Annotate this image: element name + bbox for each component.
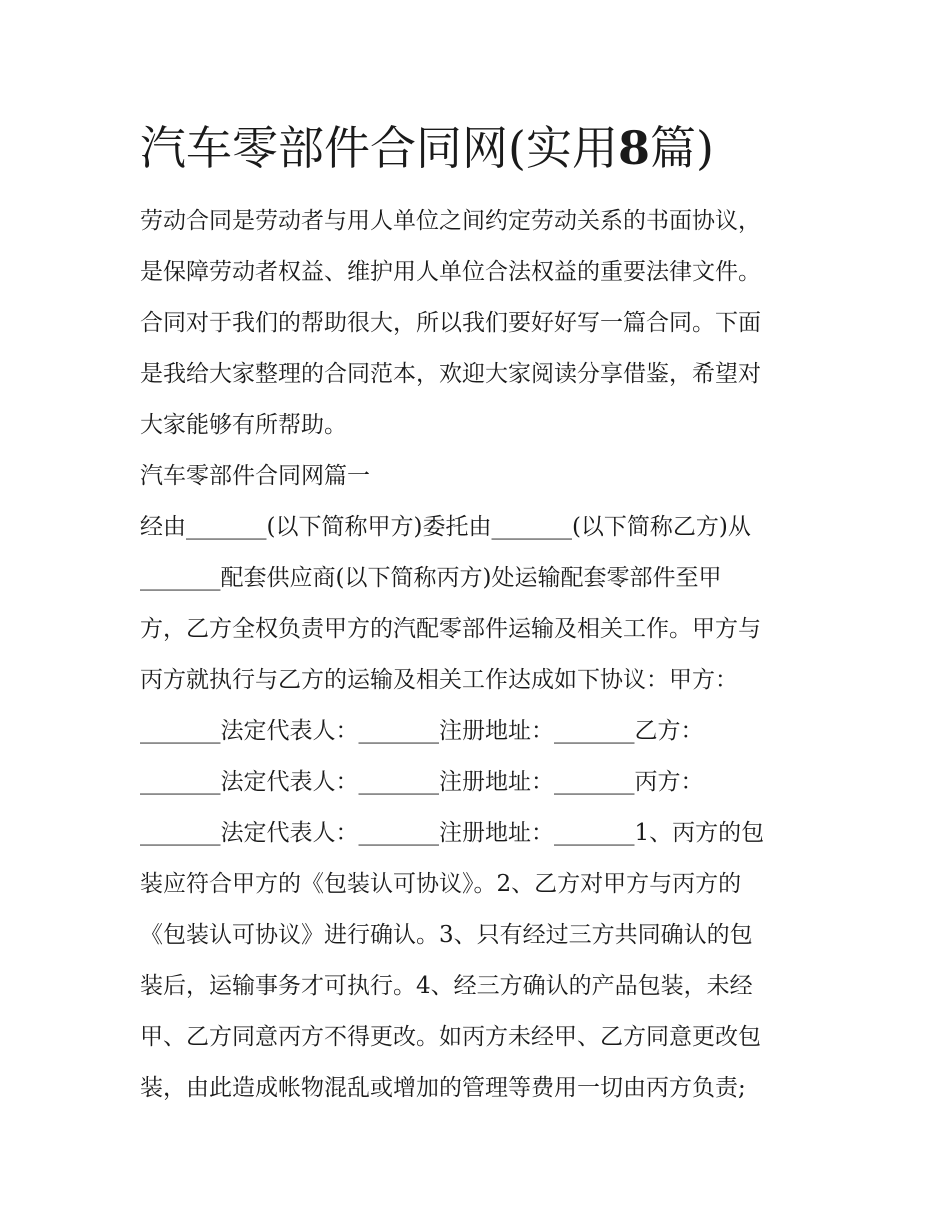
document-title [140, 116, 840, 180]
paragraph-line: 合同对于我们的帮助很大，所以我们要好好写一篇合同。下面 [140, 310, 761, 336]
paragraph-line: 装，由此造成帐物混乱或增加的管理等费用一切由丙方负责; [140, 1075, 746, 1101]
paragraph-line: 方，乙方全权负责甲方的汽配零部件运输及相关工作。甲方与 [140, 616, 761, 642]
title-text-part3: 篇) [649, 121, 714, 175]
paragraph-line: 是保障劳动者权益、维护用人单位合法权益的重要法律文件。 [140, 259, 761, 285]
paragraph-line: 装应符合甲方的《包装认可协议》。2、乙方对甲方与丙方的 [140, 871, 742, 897]
section-heading: 汽车零部件合同网篇一 [140, 463, 370, 489]
document-body [140, 196, 820, 1114]
paragraph-line: 经由_______(以下简称甲方)委托由_______(以下简称乙方)从 [140, 514, 751, 540]
paragraph-line: 是我给大家整理的合同范本，欢迎大家阅读分享借鉴，希望对 [140, 361, 761, 387]
title-text-part1: 汽车零部件合同网(实用 [140, 121, 618, 175]
paragraph-line: _______法定代表人：_______注册地址：_______丙方： [140, 769, 704, 795]
paragraph-line: 甲、乙方同意丙方不得更改。如丙方未经甲、乙方同意更改包 [140, 1024, 761, 1050]
paragraph-line: _______法定代表人：_______注册地址：_______乙方： [140, 718, 704, 744]
paragraph-line: 丙方就执行与乙方的运输及相关工作达成如下协议：甲方： [140, 667, 738, 693]
paragraph-line: _______配套供应商(以下简称丙方)处运输配套零部件至甲 [140, 565, 722, 591]
paragraph-line: 《包装认可协议》进行确认。3、只有经过三方共同确认的包 [140, 922, 753, 948]
paragraph-line: 大家能够有所帮助。 [140, 412, 347, 438]
paragraph-line: _______法定代表人：_______注册地址：_______1、丙方的包 [140, 820, 765, 846]
paragraph-line: 劳动合同是劳动者与用人单位之间约定劳动关系的书面协议， [140, 208, 761, 234]
paragraph-line: 装后，运输事务才可执行。4、经三方确认的产品包装，未经 [140, 973, 753, 999]
title-number: 8 [617, 121, 650, 175]
